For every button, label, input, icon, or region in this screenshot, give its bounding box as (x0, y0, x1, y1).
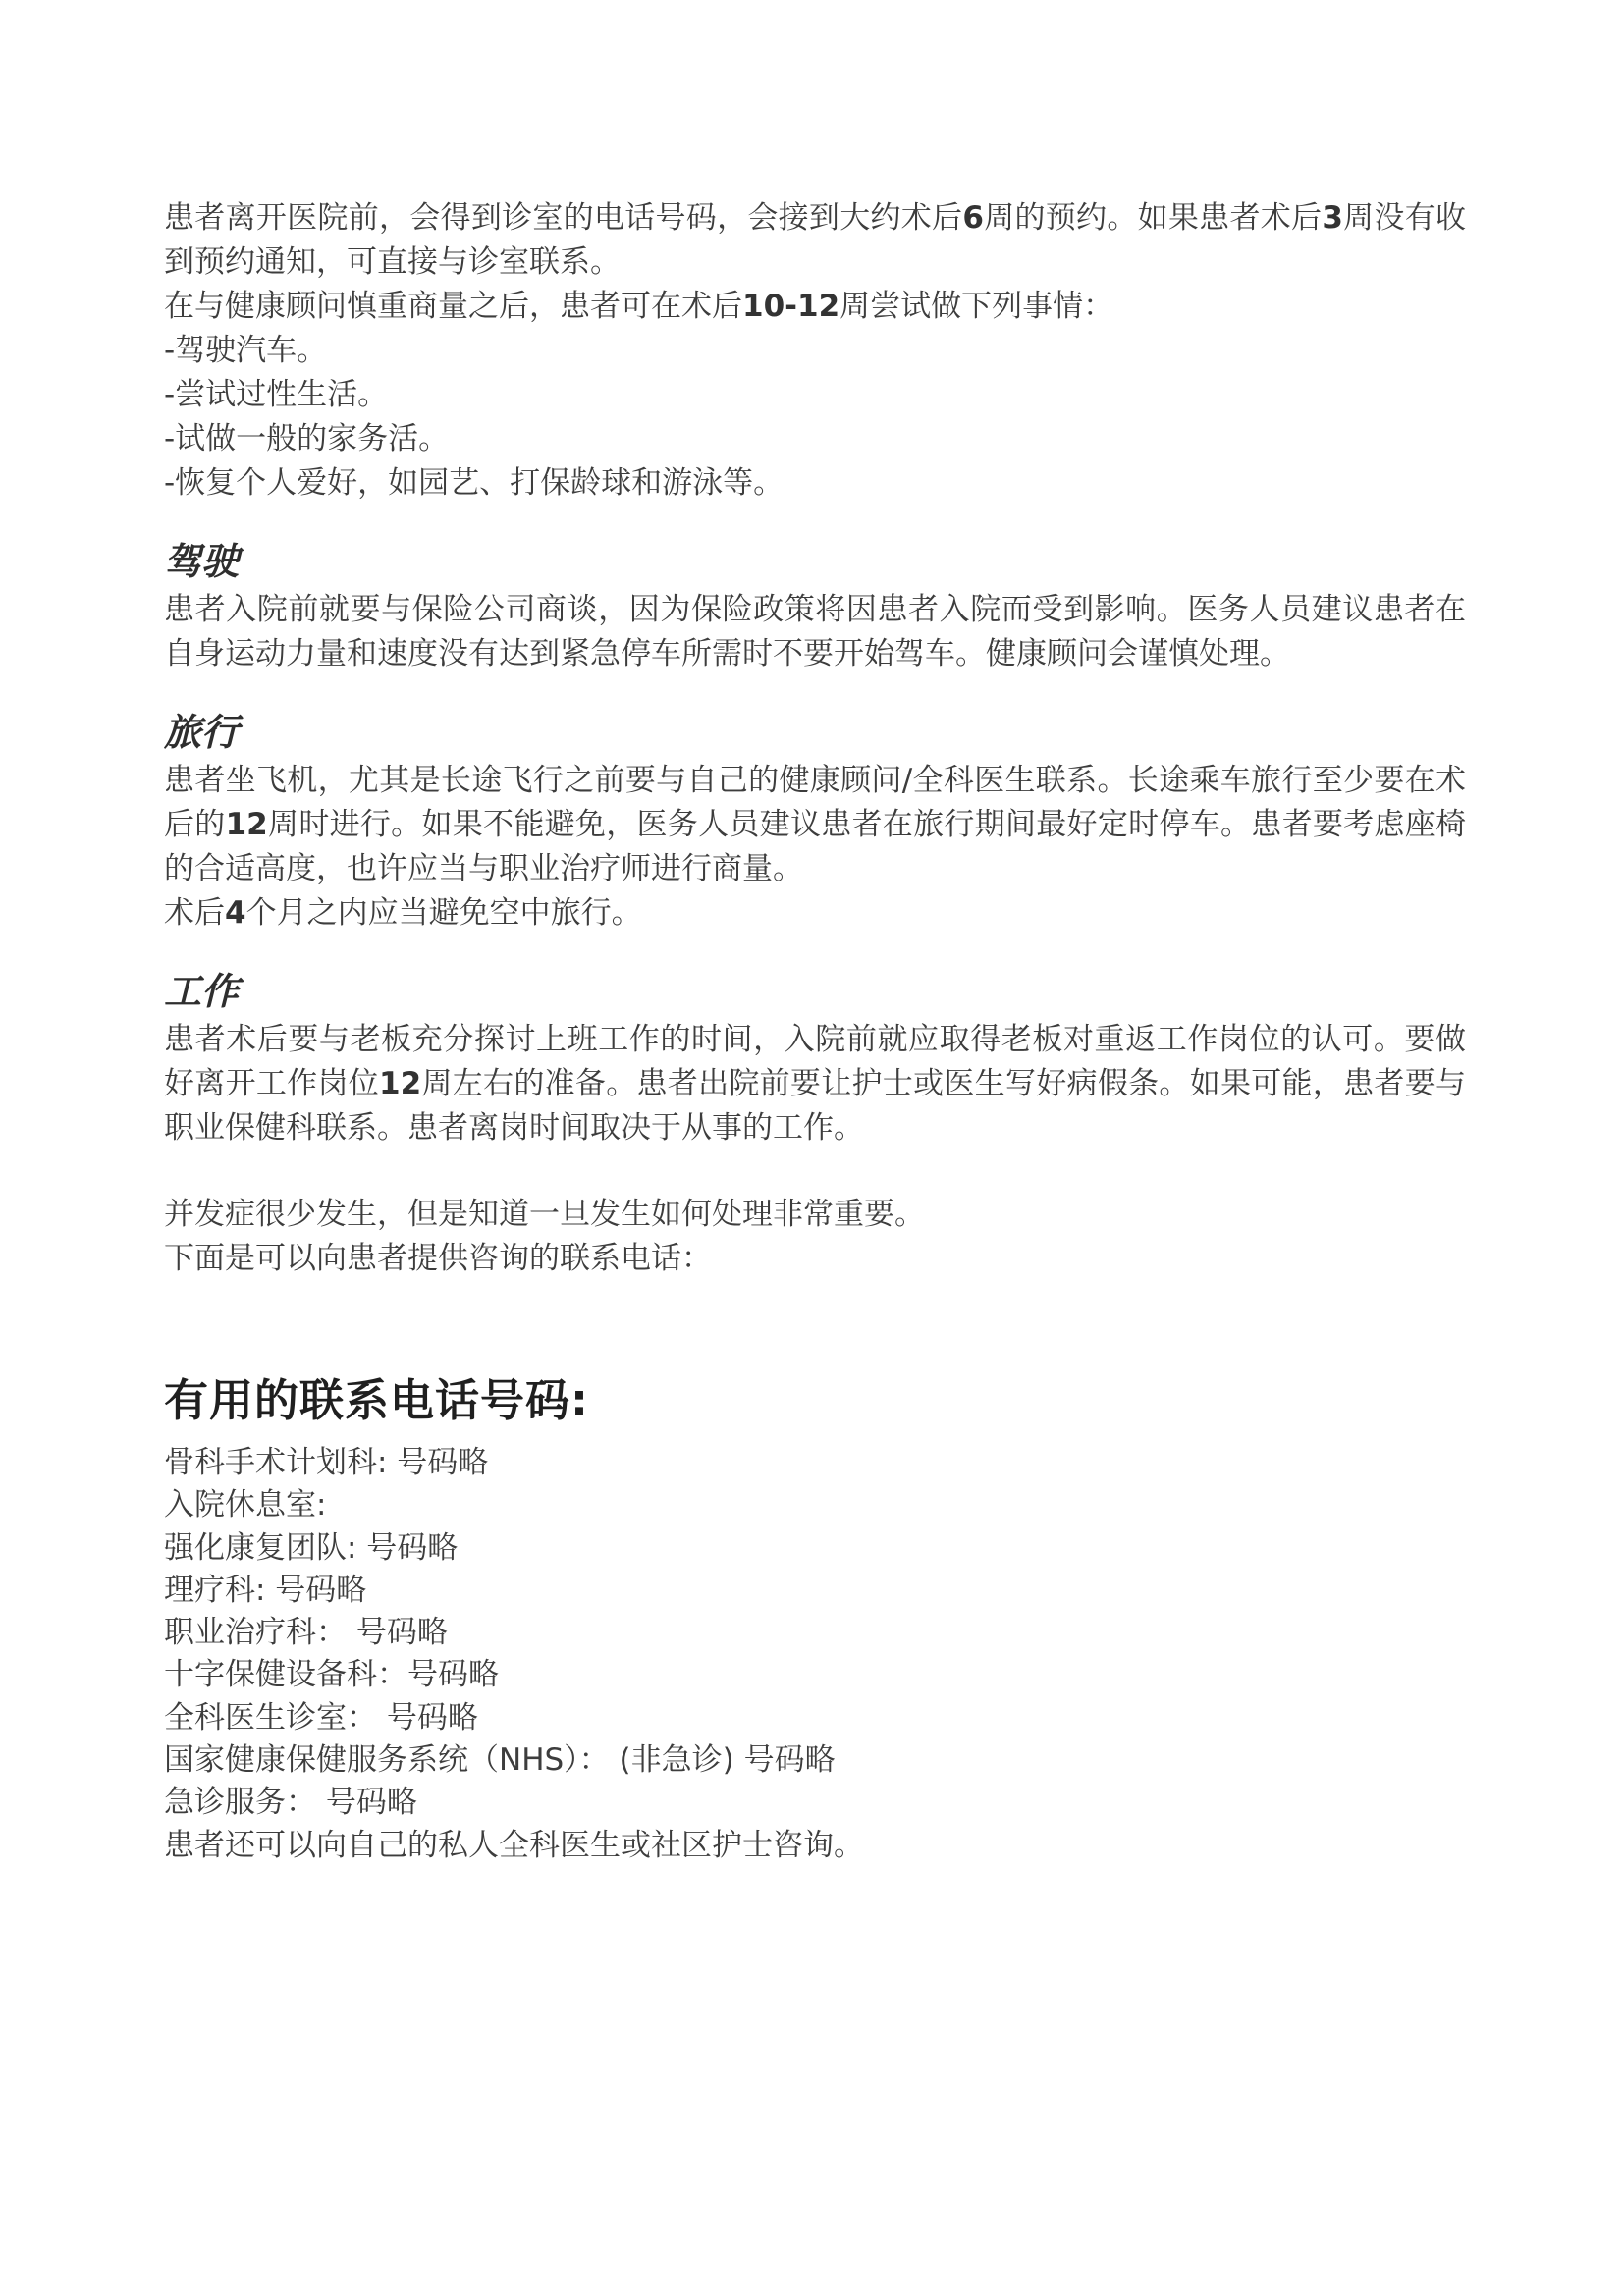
document-content (164, 196, 1466, 1867)
section-travel-paragraph-2: 术后4个月之内应当避免空中旅行。 (164, 895, 642, 931)
contact-note-private-gp: 患者还可以向自己的私人全科医生或社区护士咨询。 (164, 1827, 864, 1863)
section-work (164, 969, 1466, 1150)
section-travel-paragraph-1: 患者坐飞机，尤其是长途飞行之前要与自己的健康顾问/全科医生联系。长途乘车旅行至少要在术后的12周时进行。如果不能避免，医务人员建议患者在旅行期间最好定时停车。患者要考虑座椅的合适高度，也许应当与职业治疗师进行商量。 (164, 763, 1467, 886)
contact-item-admission-lounge: 入院休息室: (164, 1487, 327, 1523)
section-driving-paragraph: 患者入院前就要与保险公司商谈，因为保险政策将因患者入院而受到影响。医务人员建议患者在自身运动力量和速度没有达到紧急停车所需时不要开始驾车。健康顾问会谨慎处理。 (164, 592, 1466, 671)
complications-line-2: 下面是可以向患者提供咨询的联系电话： (164, 1241, 712, 1276)
contact-item-physiotherapy: 理疗科: 号码略 (164, 1572, 367, 1608)
complications-note (164, 1193, 1466, 1281)
complications-line-1: 并发症很少发生，但是知道一旦发生如何处理非常重要。 (164, 1197, 925, 1232)
activity-list-item-driving: -驾驶汽车。 (164, 333, 328, 368)
contact-item-nhs: 国家健康保健服务系统（NHS）： (非急诊) 号码略 (164, 1742, 836, 1779)
contact-item-rehab-team: 强化康复团队: 号码略 (164, 1529, 459, 1566)
contact-item-emergency: 急诊服务： 号码略 (164, 1785, 417, 1821)
contact-item-gp-clinic: 全科医生诊室： 号码略 (164, 1699, 478, 1735)
contacts-heading: 有用的联系电话号码: (164, 1374, 589, 1426)
section-heading-driving: 驾驶 (164, 540, 240, 583)
activity-list-item-housework: -试做一般的家务活。 (164, 421, 450, 456)
intro-paragraph-appointment: 患者离开医院前，会得到诊室的电话号码，会接到大约术后6周的预约。如果患者术后3周没有收到预约通知，可直接与诊室联系。 (164, 200, 1467, 280)
contact-item-occupational-therapy: 职业治疗科： 号码略 (164, 1615, 448, 1651)
section-driving (164, 539, 1466, 676)
intro-paragraph-activities: 在与健康顾问慎重商量之后，患者可在术后10-12周尝试做下列事情： (164, 289, 1114, 324)
section-work-paragraph: 患者术后要与老板充分探讨上班工作的时间，入院前就应取得老板对重返工作岗位的认可。要做好离开工作岗位12周左右的准备。患者出院前要让护士或医生写好病假条。如果可能，患者要与职业保健科联系。患者离岗时间取决于从事的工作。 (164, 1022, 1467, 1146)
contact-item-orthopedic-planning: 骨科手术计划科: 号码略 (164, 1445, 489, 1480)
activity-list-item-hobbies: -恢复个人爱好，如园艺、打保龄球和游泳等。 (164, 465, 785, 501)
activity-list-item-sex-life: -尝试过性生活。 (164, 377, 389, 412)
section-heading-work: 工作 (164, 970, 240, 1013)
activity-list (164, 329, 1466, 506)
section-travel (164, 710, 1466, 935)
contacts-list (164, 1442, 1466, 1867)
section-heading-travel: 旅行 (164, 711, 240, 754)
contact-item-cross-health-equipment: 十字保健设备科：号码略 (164, 1657, 499, 1693)
